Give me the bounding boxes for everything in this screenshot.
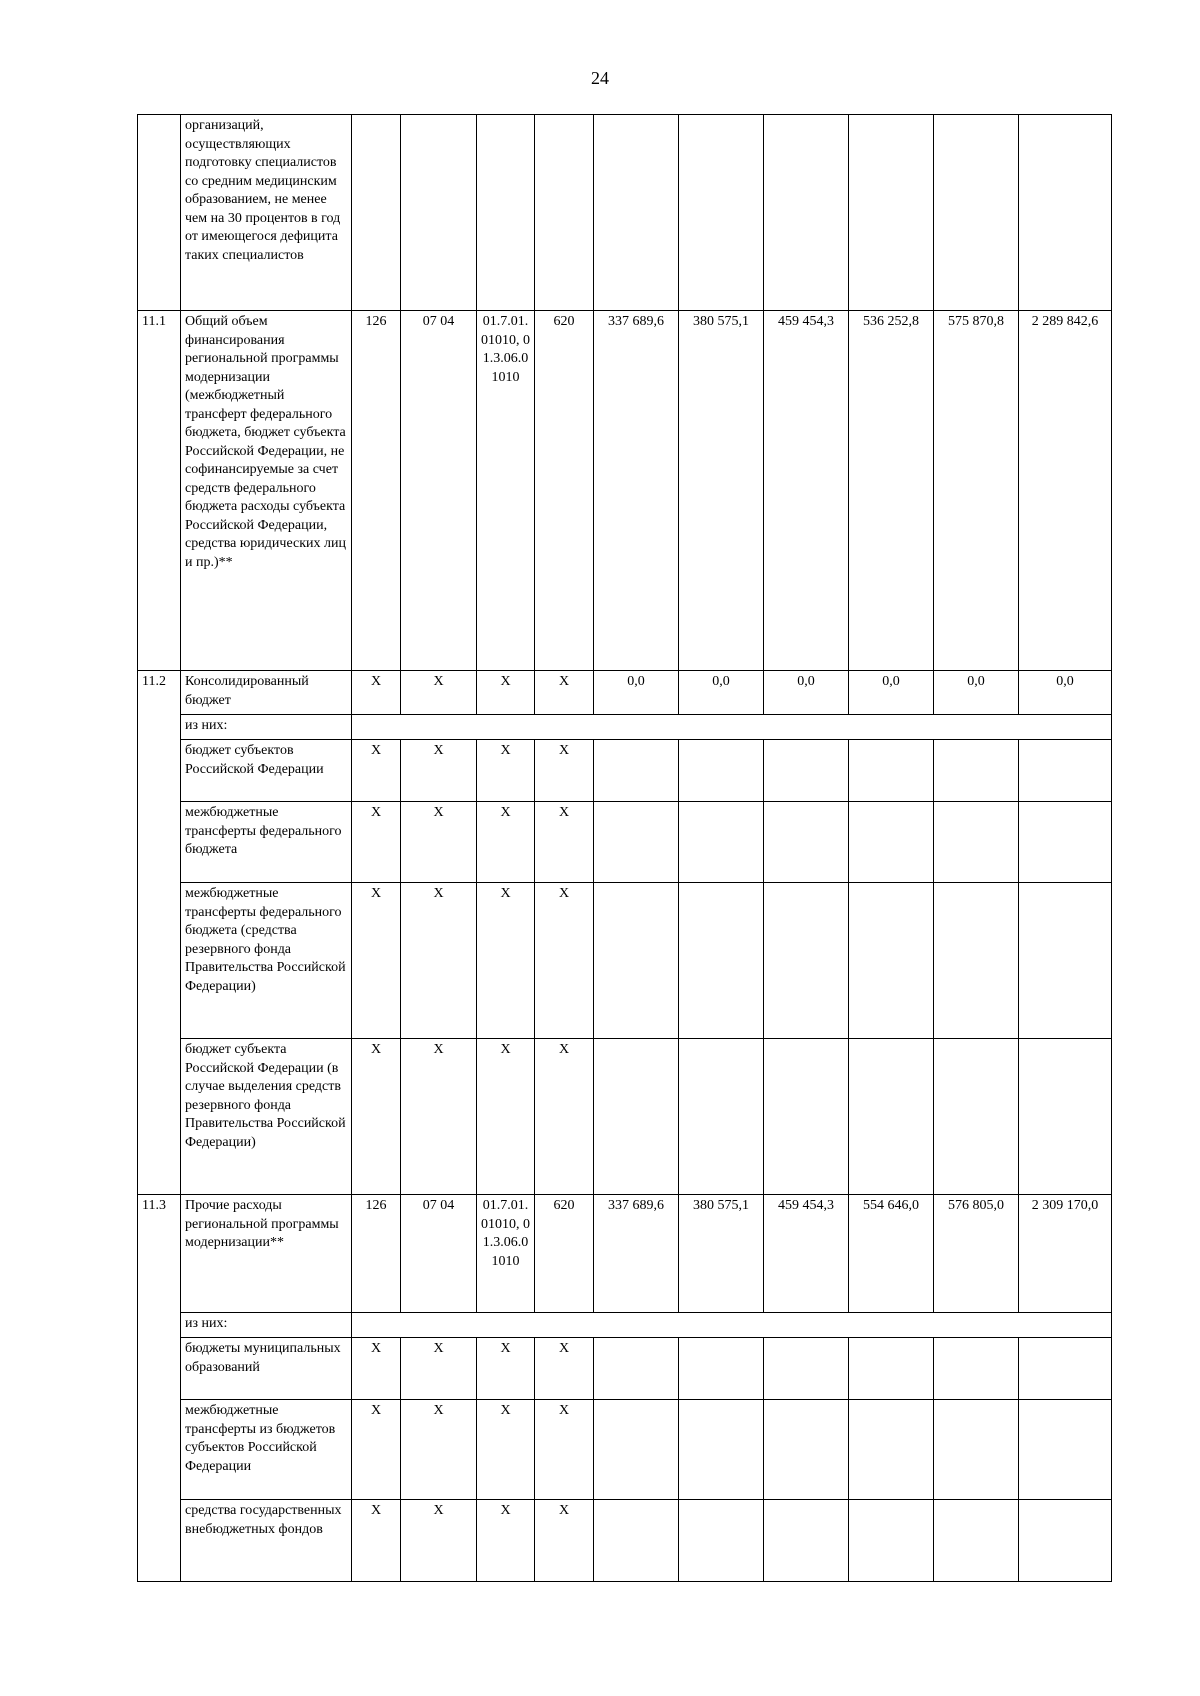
- table-row: [138, 1338, 1112, 1400]
- ministry-code-cell: 126: [352, 1195, 401, 1313]
- value-cell: [849, 1338, 934, 1400]
- section-code-cell: X: [401, 1500, 477, 1582]
- value-cell: [594, 115, 679, 311]
- expense-type-code-cell: 620: [535, 1195, 594, 1313]
- target-article-code-cell: X: [477, 802, 535, 883]
- value-cell: [594, 1338, 679, 1400]
- ministry-code-cell: [352, 115, 401, 311]
- ministry-code-cell: X: [352, 883, 401, 1039]
- ministry-code-cell: X: [352, 671, 401, 715]
- value-cell: [1019, 1338, 1112, 1400]
- budget-table: [137, 114, 1112, 1582]
- expense-type-code-cell: X: [535, 671, 594, 715]
- section-code-cell: X: [401, 883, 477, 1039]
- value-cell: [849, 1400, 934, 1500]
- section-code-cell: 07 04: [401, 311, 477, 671]
- value-cell: [679, 1338, 764, 1400]
- value-cell: 0,0: [1019, 671, 1112, 715]
- value-cell: 380 575,1: [679, 1195, 764, 1313]
- value-cell: [849, 115, 934, 311]
- value-cell: [934, 740, 1019, 802]
- subheader-filler-cell: [352, 715, 1112, 740]
- expense-type-code-cell: X: [535, 1500, 594, 1582]
- expense-type-code-cell: X: [535, 1039, 594, 1195]
- value-cell: [849, 1500, 934, 1582]
- value-cell: [849, 802, 934, 883]
- expense-type-code-cell: X: [535, 740, 594, 802]
- table-row: [138, 802, 1112, 883]
- section-code-cell: X: [401, 1039, 477, 1195]
- table-row: [138, 883, 1112, 1039]
- value-cell: [679, 1500, 764, 1582]
- value-cell: [849, 1039, 934, 1195]
- row-number-cell: 11.1: [138, 311, 181, 671]
- value-cell: [764, 1500, 849, 1582]
- table-body: [138, 115, 1112, 1582]
- table-row: [138, 1195, 1112, 1313]
- ministry-code-cell: X: [352, 740, 401, 802]
- table-row: [138, 671, 1112, 715]
- value-cell: 576 805,0: [934, 1195, 1019, 1313]
- value-cell: [934, 883, 1019, 1039]
- ministry-code-cell: X: [352, 1338, 401, 1400]
- expense-type-code-cell: X: [535, 883, 594, 1039]
- target-article-code-cell: X: [477, 1338, 535, 1400]
- value-cell: 2 289 842,6: [1019, 311, 1112, 671]
- row-number-cell: 11.3: [138, 1195, 181, 1582]
- table-row: [138, 1039, 1112, 1195]
- value-cell: [934, 1500, 1019, 1582]
- ministry-code-cell: X: [352, 1500, 401, 1582]
- section-code-cell: X: [401, 671, 477, 715]
- ministry-code-cell: X: [352, 802, 401, 883]
- value-cell: [764, 883, 849, 1039]
- table-row: [138, 1400, 1112, 1500]
- value-cell: [679, 1400, 764, 1500]
- target-article-code-cell: X: [477, 883, 535, 1039]
- value-cell: [764, 1400, 849, 1500]
- description-cell: Прочие расходы региональной программы модернизации**: [181, 1195, 352, 1313]
- value-cell: [764, 1338, 849, 1400]
- page-number: 24: [591, 68, 609, 88]
- target-article-code-cell: 01.7.01.01010, 01.3.06.01010: [477, 1195, 535, 1313]
- row-number-cell: 11.2: [138, 671, 181, 1195]
- value-cell: [934, 1338, 1019, 1400]
- table-row: [138, 311, 1112, 671]
- value-cell: [849, 740, 934, 802]
- target-article-code-cell: X: [477, 1500, 535, 1582]
- value-cell: 0,0: [594, 671, 679, 715]
- section-code-cell: 07 04: [401, 1195, 477, 1313]
- description-cell: Консолидированный бюджет: [181, 671, 352, 715]
- value-cell: [679, 802, 764, 883]
- section-code-cell: X: [401, 802, 477, 883]
- table-row: [138, 740, 1112, 802]
- value-cell: 0,0: [764, 671, 849, 715]
- value-cell: [1019, 883, 1112, 1039]
- value-cell: [934, 1400, 1019, 1500]
- section-code-cell: X: [401, 1338, 477, 1400]
- description-cell: бюджеты муниципальных образований: [181, 1338, 352, 1400]
- value-cell: 337 689,6: [594, 311, 679, 671]
- subheader-filler-cell: [352, 1313, 1112, 1338]
- value-cell: [594, 740, 679, 802]
- table-row: [138, 1313, 1112, 1338]
- value-cell: 0,0: [679, 671, 764, 715]
- description-cell: из них:: [181, 1313, 352, 1338]
- value-cell: [679, 115, 764, 311]
- table-row: [138, 1500, 1112, 1582]
- value-cell: [764, 115, 849, 311]
- target-article-code-cell: X: [477, 1400, 535, 1500]
- value-cell: 380 575,1: [679, 311, 764, 671]
- value-cell: [934, 802, 1019, 883]
- value-cell: 337 689,6: [594, 1195, 679, 1313]
- value-cell: [1019, 1500, 1112, 1582]
- value-cell: [1019, 740, 1112, 802]
- value-cell: [679, 740, 764, 802]
- table-row: [138, 115, 1112, 311]
- description-cell: межбюджетные трансферты федерального бюджета (средства резервного фонда Правительства Российской Федерации): [181, 883, 352, 1039]
- value-cell: [679, 1039, 764, 1195]
- section-code-cell: X: [401, 740, 477, 802]
- description-cell: межбюджетные трансферты из бюджетов субъектов Российской Федерации: [181, 1400, 352, 1500]
- expense-type-code-cell: X: [535, 802, 594, 883]
- description-cell: межбюджетные трансферты федерального бюджета: [181, 802, 352, 883]
- value-cell: [849, 883, 934, 1039]
- value-cell: [934, 115, 1019, 311]
- value-cell: [764, 802, 849, 883]
- value-cell: 0,0: [934, 671, 1019, 715]
- target-article-code-cell: 01.7.01.01010, 01.3.06.01010: [477, 311, 535, 671]
- value-cell: 536 252,8: [849, 311, 934, 671]
- expense-type-code-cell: X: [535, 1400, 594, 1500]
- value-cell: [1019, 1400, 1112, 1500]
- expense-type-code-cell: X: [535, 1338, 594, 1400]
- value-cell: 575 870,8: [934, 311, 1019, 671]
- target-article-code-cell: X: [477, 740, 535, 802]
- ministry-code-cell: X: [352, 1400, 401, 1500]
- value-cell: [594, 802, 679, 883]
- value-cell: [1019, 1039, 1112, 1195]
- table-row: [138, 715, 1112, 740]
- ministry-code-cell: 126: [352, 311, 401, 671]
- section-code-cell: [401, 115, 477, 311]
- target-article-code-cell: [477, 115, 535, 311]
- expense-type-code-cell: 620: [535, 311, 594, 671]
- description-cell: Общий объем финансирования региональной программы модернизации (межбюджетный трансферт федерального бюджета, бюджет субъекта Российской Федерации, не софинансируемые за счет средств федерального бюджета расходы субъекта Российской Федерации, средства юридических лиц и пр.)**: [181, 311, 352, 671]
- section-code-cell: X: [401, 1400, 477, 1500]
- target-article-code-cell: X: [477, 1039, 535, 1195]
- value-cell: [594, 883, 679, 1039]
- target-article-code-cell: X: [477, 671, 535, 715]
- value-cell: [1019, 802, 1112, 883]
- value-cell: [594, 1400, 679, 1500]
- value-cell: [594, 1039, 679, 1195]
- value-cell: [764, 740, 849, 802]
- ministry-code-cell: X: [352, 1039, 401, 1195]
- expense-type-code-cell: [535, 115, 594, 311]
- value-cell: [764, 1039, 849, 1195]
- description-cell: бюджет субъекта Российской Федерации (в случае выделения средств резервного фонда Правительства Российской Федерации): [181, 1039, 352, 1195]
- value-cell: 459 454,3: [764, 1195, 849, 1313]
- value-cell: 0,0: [849, 671, 934, 715]
- description-cell: организаций, осуществляющих подготовку специалистов со средним медицинским образованием, не менее чем на 30 процентов в год от имеющегося дефицита таких специалистов: [181, 115, 352, 311]
- description-cell: из них:: [181, 715, 352, 740]
- row-number-cell: [138, 115, 181, 311]
- description-cell: бюджет субъектов Российской Федерации: [181, 740, 352, 802]
- value-cell: [1019, 115, 1112, 311]
- value-cell: 2 309 170,0: [1019, 1195, 1112, 1313]
- value-cell: [679, 883, 764, 1039]
- value-cell: [594, 1500, 679, 1582]
- value-cell: 554 646,0: [849, 1195, 934, 1313]
- value-cell: [934, 1039, 1019, 1195]
- description-cell: средства государственных внебюджетных фондов: [181, 1500, 352, 1582]
- value-cell: 459 454,3: [764, 311, 849, 671]
